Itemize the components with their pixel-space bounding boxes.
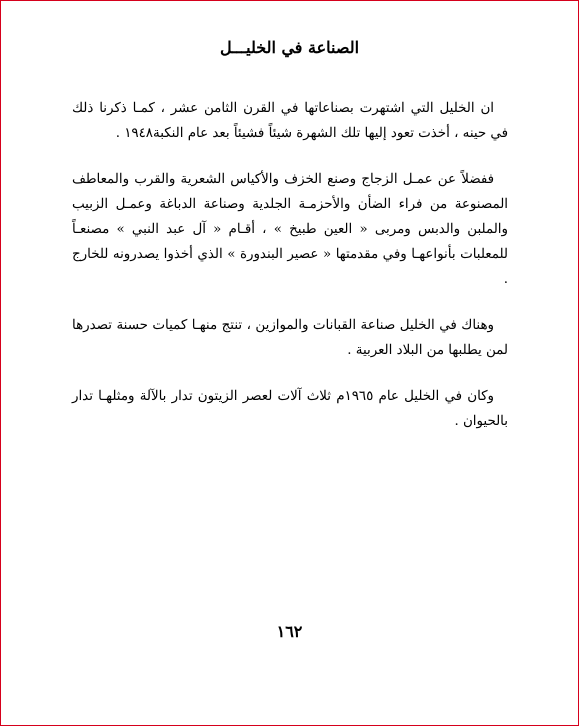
- paragraph-3: وهناك في الخليل صناعة القبانات والموازين ، تنتج منهـا كميات حسنة تصدرها لمن يطلبها من البلاد العربية .: [72, 318, 508, 358]
- page-number: ١٦٢: [276, 622, 303, 641]
- page-title: الصناعة في الخليـــل: [219, 38, 360, 57]
- paragraph-1: ان الخليل التي اشتهرت بصناعاتها في القرن الثامن عشر ، كمـا ذكرنا ذلك في حينه ، أخذت تعود إليها تلك الشهرة شيئاً فشيئاً بعد عام النكبة١٩٤٨ .: [72, 101, 508, 141]
- paragraph-2: ففضلاً عن عمـل الزجاج وصنع الخزف والأكياس الشعرية والقرب والمعاطف المصنوعة من فراء الضأن والأحزمـة الجلدية وصناعة الدباغة وعمـل الزبيب والملبن والدبس ومربى « العين طبيخ » ، أقـام « آل عبد النبي » مصنعـاً للمعلبات بأنواعهـا وفي مقدمتها « عصير البندورة » الذي أخذوا يصدرونه للخارج .: [72, 172, 508, 287]
- body-text: [72, 96, 508, 455]
- paragraph-4: وكان في الخليل عام ١٩٦٥م ثلاث آلات لعصر الزيتون تدار بالآلة ومثلهـا تدار بالحيوان .: [72, 389, 508, 429]
